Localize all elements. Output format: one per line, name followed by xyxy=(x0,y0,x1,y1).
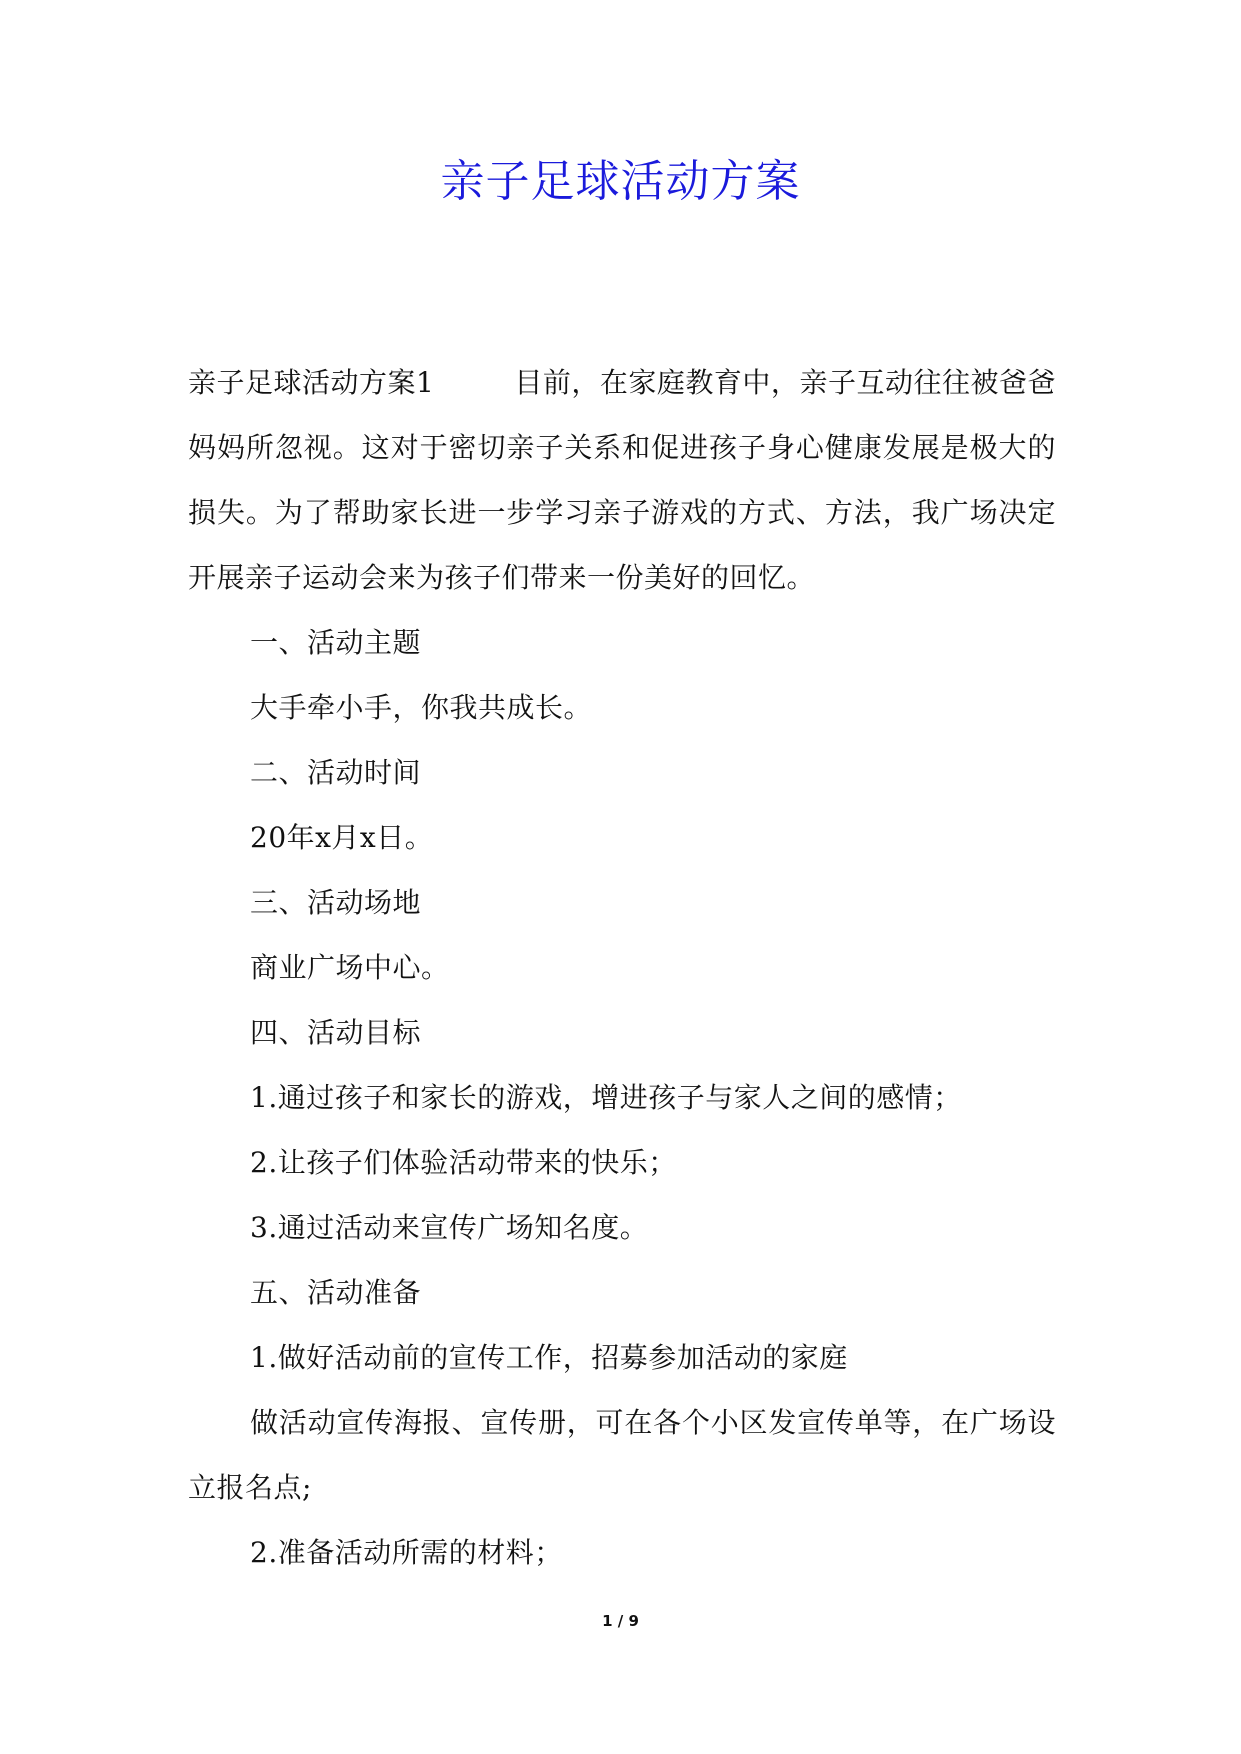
section-heading-venue: 三、活动场地 xyxy=(250,886,422,919)
intro-paragraph xyxy=(188,350,1056,610)
page-title: 亲子足球活动方案 xyxy=(440,156,801,207)
section-heading-time: 二、活动时间 xyxy=(250,756,422,789)
goal-item-2: 2.让孩子们体验活动带来的快乐； xyxy=(250,1146,677,1179)
intro-heading: 亲子足球活动方案1 xyxy=(188,366,435,399)
document-body xyxy=(188,350,1056,1585)
theme-text: 大手牵小手，你我共成长。 xyxy=(250,691,593,724)
page-number: 1 / 9 xyxy=(602,1612,639,1630)
preparation-detail: 做活动宣传海报、宣传册，可在各个小区发宣传单等，在广场设立报名点; xyxy=(188,1406,1056,1504)
section-heading-preparation: 五、活动准备 xyxy=(250,1276,422,1309)
preparation-item-1: 1.做好活动前的宣传工作，招募参加活动的家庭 xyxy=(250,1341,848,1374)
time-text: 20年x月x日。 xyxy=(250,821,434,854)
preparation-item-2: 2.准备活动所需的材料； xyxy=(250,1536,563,1569)
goal-item-1: 1.通过孩子和家长的游戏，增进孩子与家人之间的感情； xyxy=(250,1081,962,1114)
section-heading-theme: 一、活动主题 xyxy=(250,626,422,659)
intro-text: 目前，在家庭教育中，亲子互动往往被爸爸妈妈所忽视。这对于密切亲子关系和促进孩子身心健康发展是极大的损失。为了帮助家长进一步学习亲子游戏的方式、方法，我广场决定开展亲子运动会来为孩子们带来一份美好的回忆。 xyxy=(188,366,1056,594)
venue-text: 商业广场中心。 xyxy=(250,951,450,984)
goal-item-3: 3.通过活动来宣传广场知名度。 xyxy=(250,1211,649,1244)
section-heading-goals: 四、活动目标 xyxy=(250,1016,422,1049)
